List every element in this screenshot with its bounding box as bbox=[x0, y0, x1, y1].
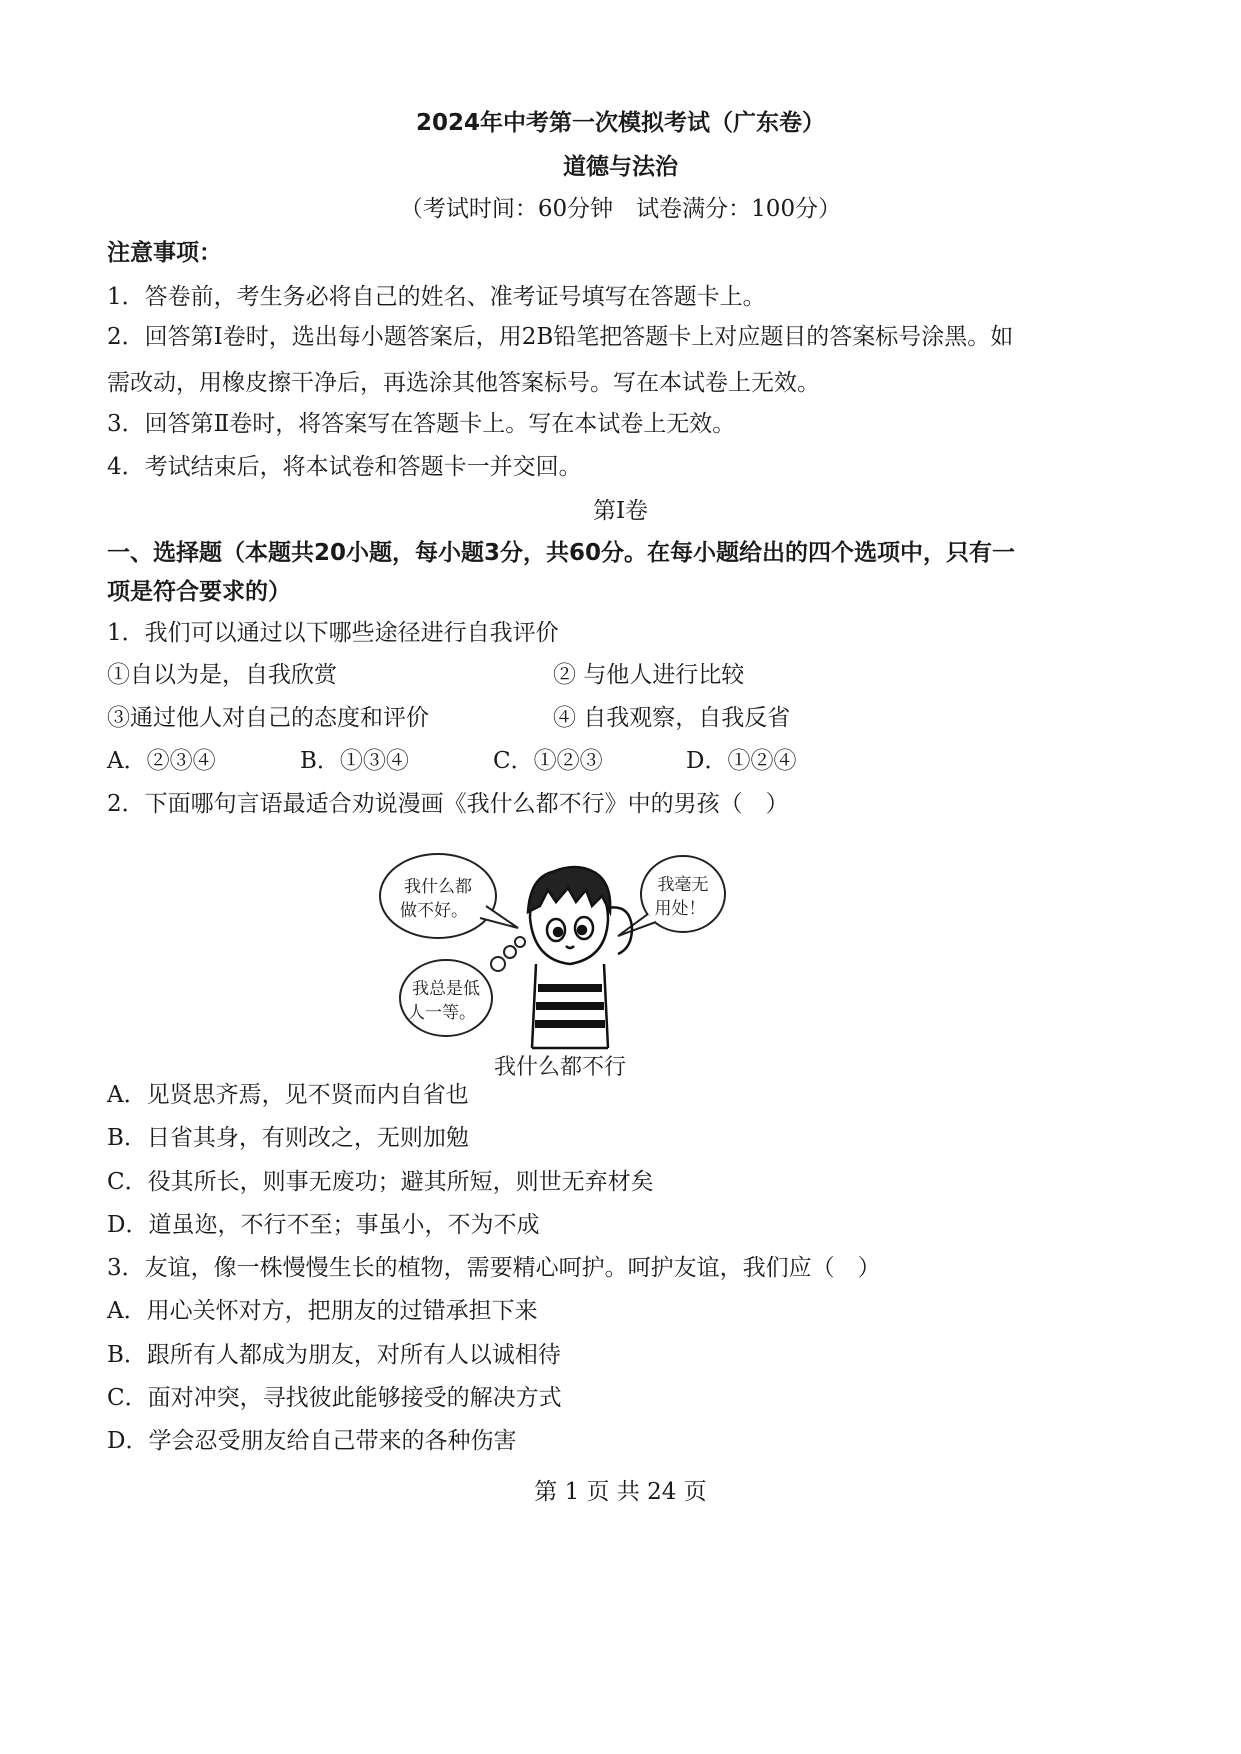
notice-item: 需改动，用橡皮擦干净后，再选涂其他答案标号。写在本试卷上无效。 bbox=[107, 370, 820, 396]
q1-item-4: ④ 自我观察，自我反省 bbox=[553, 705, 791, 731]
q2-option-a: A．见贤思齐焉，见不贤而内自省也 bbox=[107, 1082, 469, 1108]
q1-option-b: B．①③④ bbox=[300, 748, 409, 774]
notice-item: 4．考试结束后，将本试卷和答题卡一并交回。 bbox=[107, 454, 582, 480]
subject-title: 道德与法治 bbox=[563, 154, 678, 180]
speech-bubble-2 bbox=[618, 856, 725, 936]
bubble-2-text: 用处！ bbox=[654, 899, 706, 919]
q3-option-c: C．面对冲突，寻找彼此能够接受的解决方式 bbox=[107, 1385, 562, 1411]
boy-figure bbox=[528, 867, 632, 1048]
bubble-3-text: 人一等。 bbox=[408, 1003, 476, 1023]
q1-item-3: ③通过他人对自己的态度和评价 bbox=[107, 705, 429, 731]
q3-option-b: B．跟所有人都成为朋友，对所有人以诚相待 bbox=[107, 1342, 561, 1368]
cartoon-caption: 我什么都不行 bbox=[493, 1055, 627, 1080]
q2-option-c: C．役其所长，则事无废功；避其所短，则世无弃材矣 bbox=[107, 1169, 654, 1195]
q3-stem: 3．友谊，像一株慢慢生长的植物，需要精心呵护。呵护友谊，我们应（ ） bbox=[107, 1255, 881, 1281]
bubble-1-text: 做不好。 bbox=[400, 901, 468, 921]
q2-stem: 2．下面哪句言语最适合劝说漫画《我什么都不行》中的男孩（ ） bbox=[107, 791, 789, 817]
bubble-3-text: 我总是低 bbox=[412, 979, 480, 999]
exam-info: （考试时间：60分钟 试卷满分：100分） bbox=[399, 196, 842, 222]
q1-option-c: C．①②③ bbox=[493, 748, 603, 774]
q3-option-d: D．学会忍受朋友给自己带来的各种伤害 bbox=[107, 1428, 517, 1454]
page-footer: 第 1 页 共 24 页 bbox=[534, 1479, 707, 1505]
bubble-2-text: 我毫无 bbox=[657, 875, 709, 895]
notice-heading: 注意事项： bbox=[107, 240, 222, 266]
cartoon-image bbox=[380, 848, 709, 1080]
notice-item: 2．回答第Ⅰ卷时，选出每小题答案后，用2B铅笔把答题卡上对应题目的答案标号涂黑。如 bbox=[107, 324, 1014, 350]
q3-option-a: A．用心关怀对方，把朋友的过错承担下来 bbox=[107, 1298, 538, 1324]
bubble-1-text: 我什么都 bbox=[404, 877, 472, 897]
q1-option-d: D．①②④ bbox=[686, 748, 797, 774]
q2-option-b: B．日省其身，有则改之，无则加勉 bbox=[107, 1125, 469, 1151]
q1-item-2: ② 与他人进行比较 bbox=[553, 662, 745, 688]
section-heading-cont: 项是符合要求的） bbox=[107, 579, 291, 605]
q1-item-1: ①自以为是，自我欣赏 bbox=[107, 662, 337, 688]
speech-bubble-1 bbox=[380, 854, 518, 938]
volume-title: 第Ⅰ卷 bbox=[592, 498, 649, 524]
thought-bubble bbox=[400, 937, 525, 1036]
q2-option-d: D．道虽迩，不行不至；事虽小，不为不成 bbox=[107, 1212, 540, 1238]
exam-title: 2024年中考第一次模拟考试（广东卷） bbox=[415, 110, 825, 136]
q1-option-a: A．②③④ bbox=[107, 748, 216, 774]
notice-item: 1．答卷前，考生务必将自己的姓名、准考证号填写在答题卡上。 bbox=[107, 284, 766, 310]
notice-item: 3．回答第Ⅱ卷时，将答案写在答题卡上。写在本试卷上无效。 bbox=[107, 411, 736, 437]
q1-stem: 1．我们可以通过以下哪些途径进行自我评价 bbox=[107, 620, 559, 646]
section-heading: 一、选择题（本题共20小题，每小题3分，共60分。在每小题给出的四个选项中，只有一 bbox=[107, 540, 1016, 566]
